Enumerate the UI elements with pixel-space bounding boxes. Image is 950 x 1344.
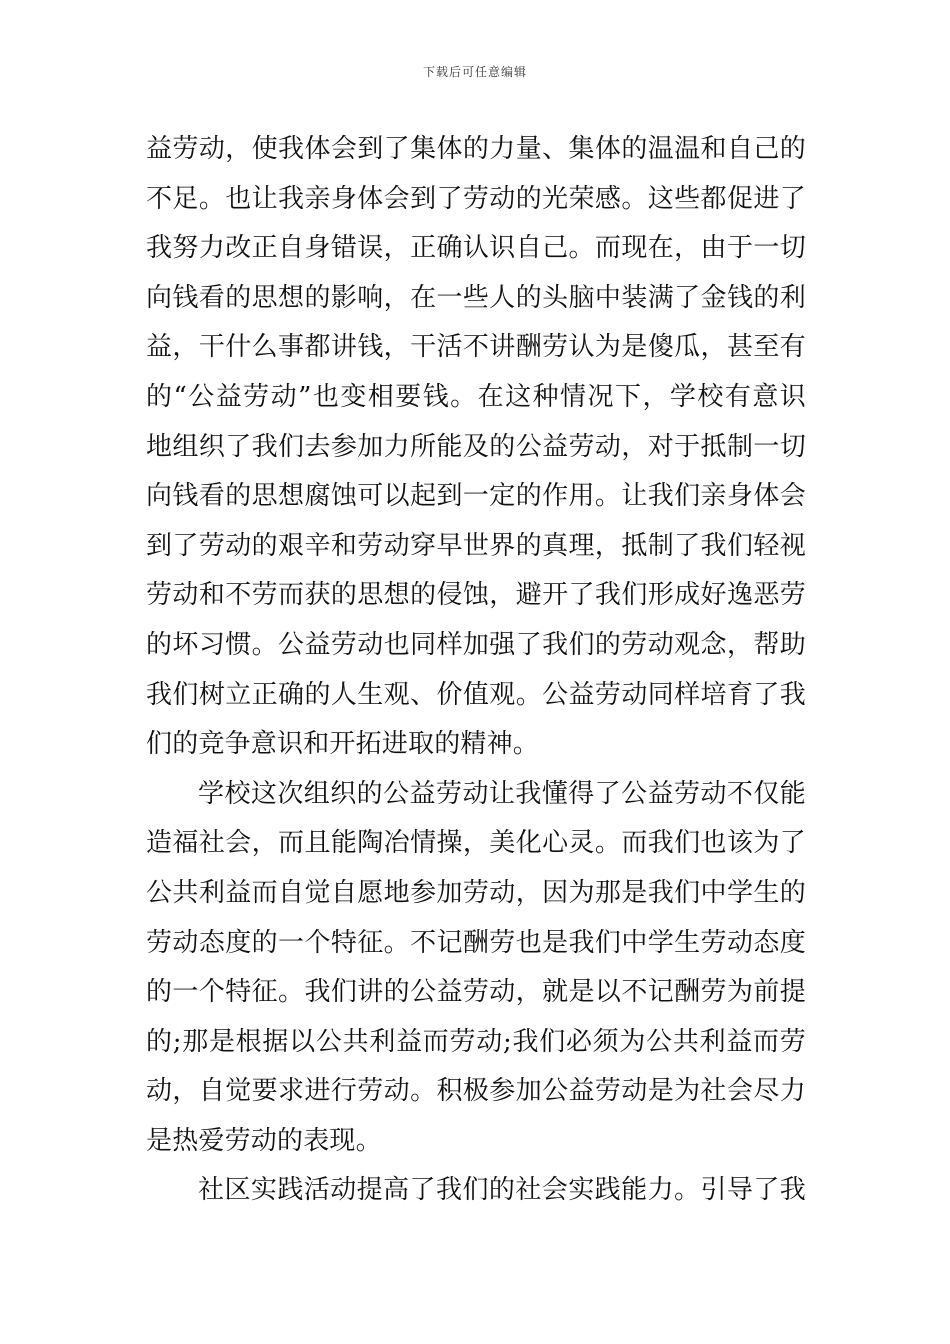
text-line: 动，自觉要求进行劳动。积极参加公益劳动是为社会尽力 (146, 1076, 806, 1107)
text-line: 的;那是根据以公共利益而劳动;我们必须为公共利益而劳 (146, 1026, 806, 1057)
text-line: 向钱看的思想的影响，在一些人的头脑中装满了金钱的利 (146, 282, 806, 313)
text-line: 益劳动，使我体会到了集体的力量、集体的温温和自己的 (146, 134, 806, 164)
text-line: 造福社会，而且能陶冶情操，美化心灵。而我们也该为了 (146, 828, 806, 859)
text-line: 我们树立正确的人生观、价值观。公益劳动同样培育了我 (146, 679, 806, 710)
paragraph (146, 770, 806, 1167)
paragraph (146, 125, 806, 770)
paragraph (146, 1166, 806, 1216)
text-line: 的坏习惯。公益劳动也同样加强了我们的劳动观念，帮助 (146, 629, 806, 660)
text-line: 的一个特征。我们讲的公益劳动，就是以不记酬劳为前提 (146, 977, 806, 1008)
text-line: 的“公益劳动”也变相要钱。在这种情况下，学校有意识 (146, 381, 806, 412)
text-line: 是热爱劳动的表现。 (146, 1125, 382, 1156)
page-header: 下载后可任意编辑 (422, 65, 527, 79)
text-line: 劳动态度的一个特征。不记酬劳也是我们中学生劳动态度 (146, 927, 806, 958)
text-line: 我努力改正自身错误，正确认识自己。而现在，由于一切 (146, 233, 806, 264)
document-body (146, 125, 806, 1216)
text-line: 不足。也让我亲身体会到了劳动的光荣感。这些都促进了 (146, 183, 806, 214)
text-line: 到了劳动的艰辛和劳动穿早世界的真理，抵制了我们轻视 (146, 530, 806, 561)
text-line: 社区实践活动提高了我们的社会实践能力。引导了我 (198, 1175, 806, 1206)
text-line: 们的竞争意识和开拓进取的精神。 (146, 729, 540, 760)
text-line: 公共利益而自觉自愿地参加劳动，因为那是我们中学生的 (146, 877, 806, 908)
text-line: 学校这次组织的公益劳动让我懂得了公益劳动不仅能 (198, 778, 806, 809)
text-line: 劳动和不劳而获的思想的侵蚀，避开了我们形成好逸恶劳 (146, 580, 806, 611)
text-line: 向钱看的思想腐蚀可以起到一定的作用。让我们亲身体会 (146, 481, 806, 512)
text-line: 地组织了我们去参加力所能及的公益劳动，对于抵制一切 (146, 431, 806, 462)
text-line: 益，干什么事都讲钱，干活不讲酬劳认为是傻瓜，甚至有 (146, 332, 806, 363)
